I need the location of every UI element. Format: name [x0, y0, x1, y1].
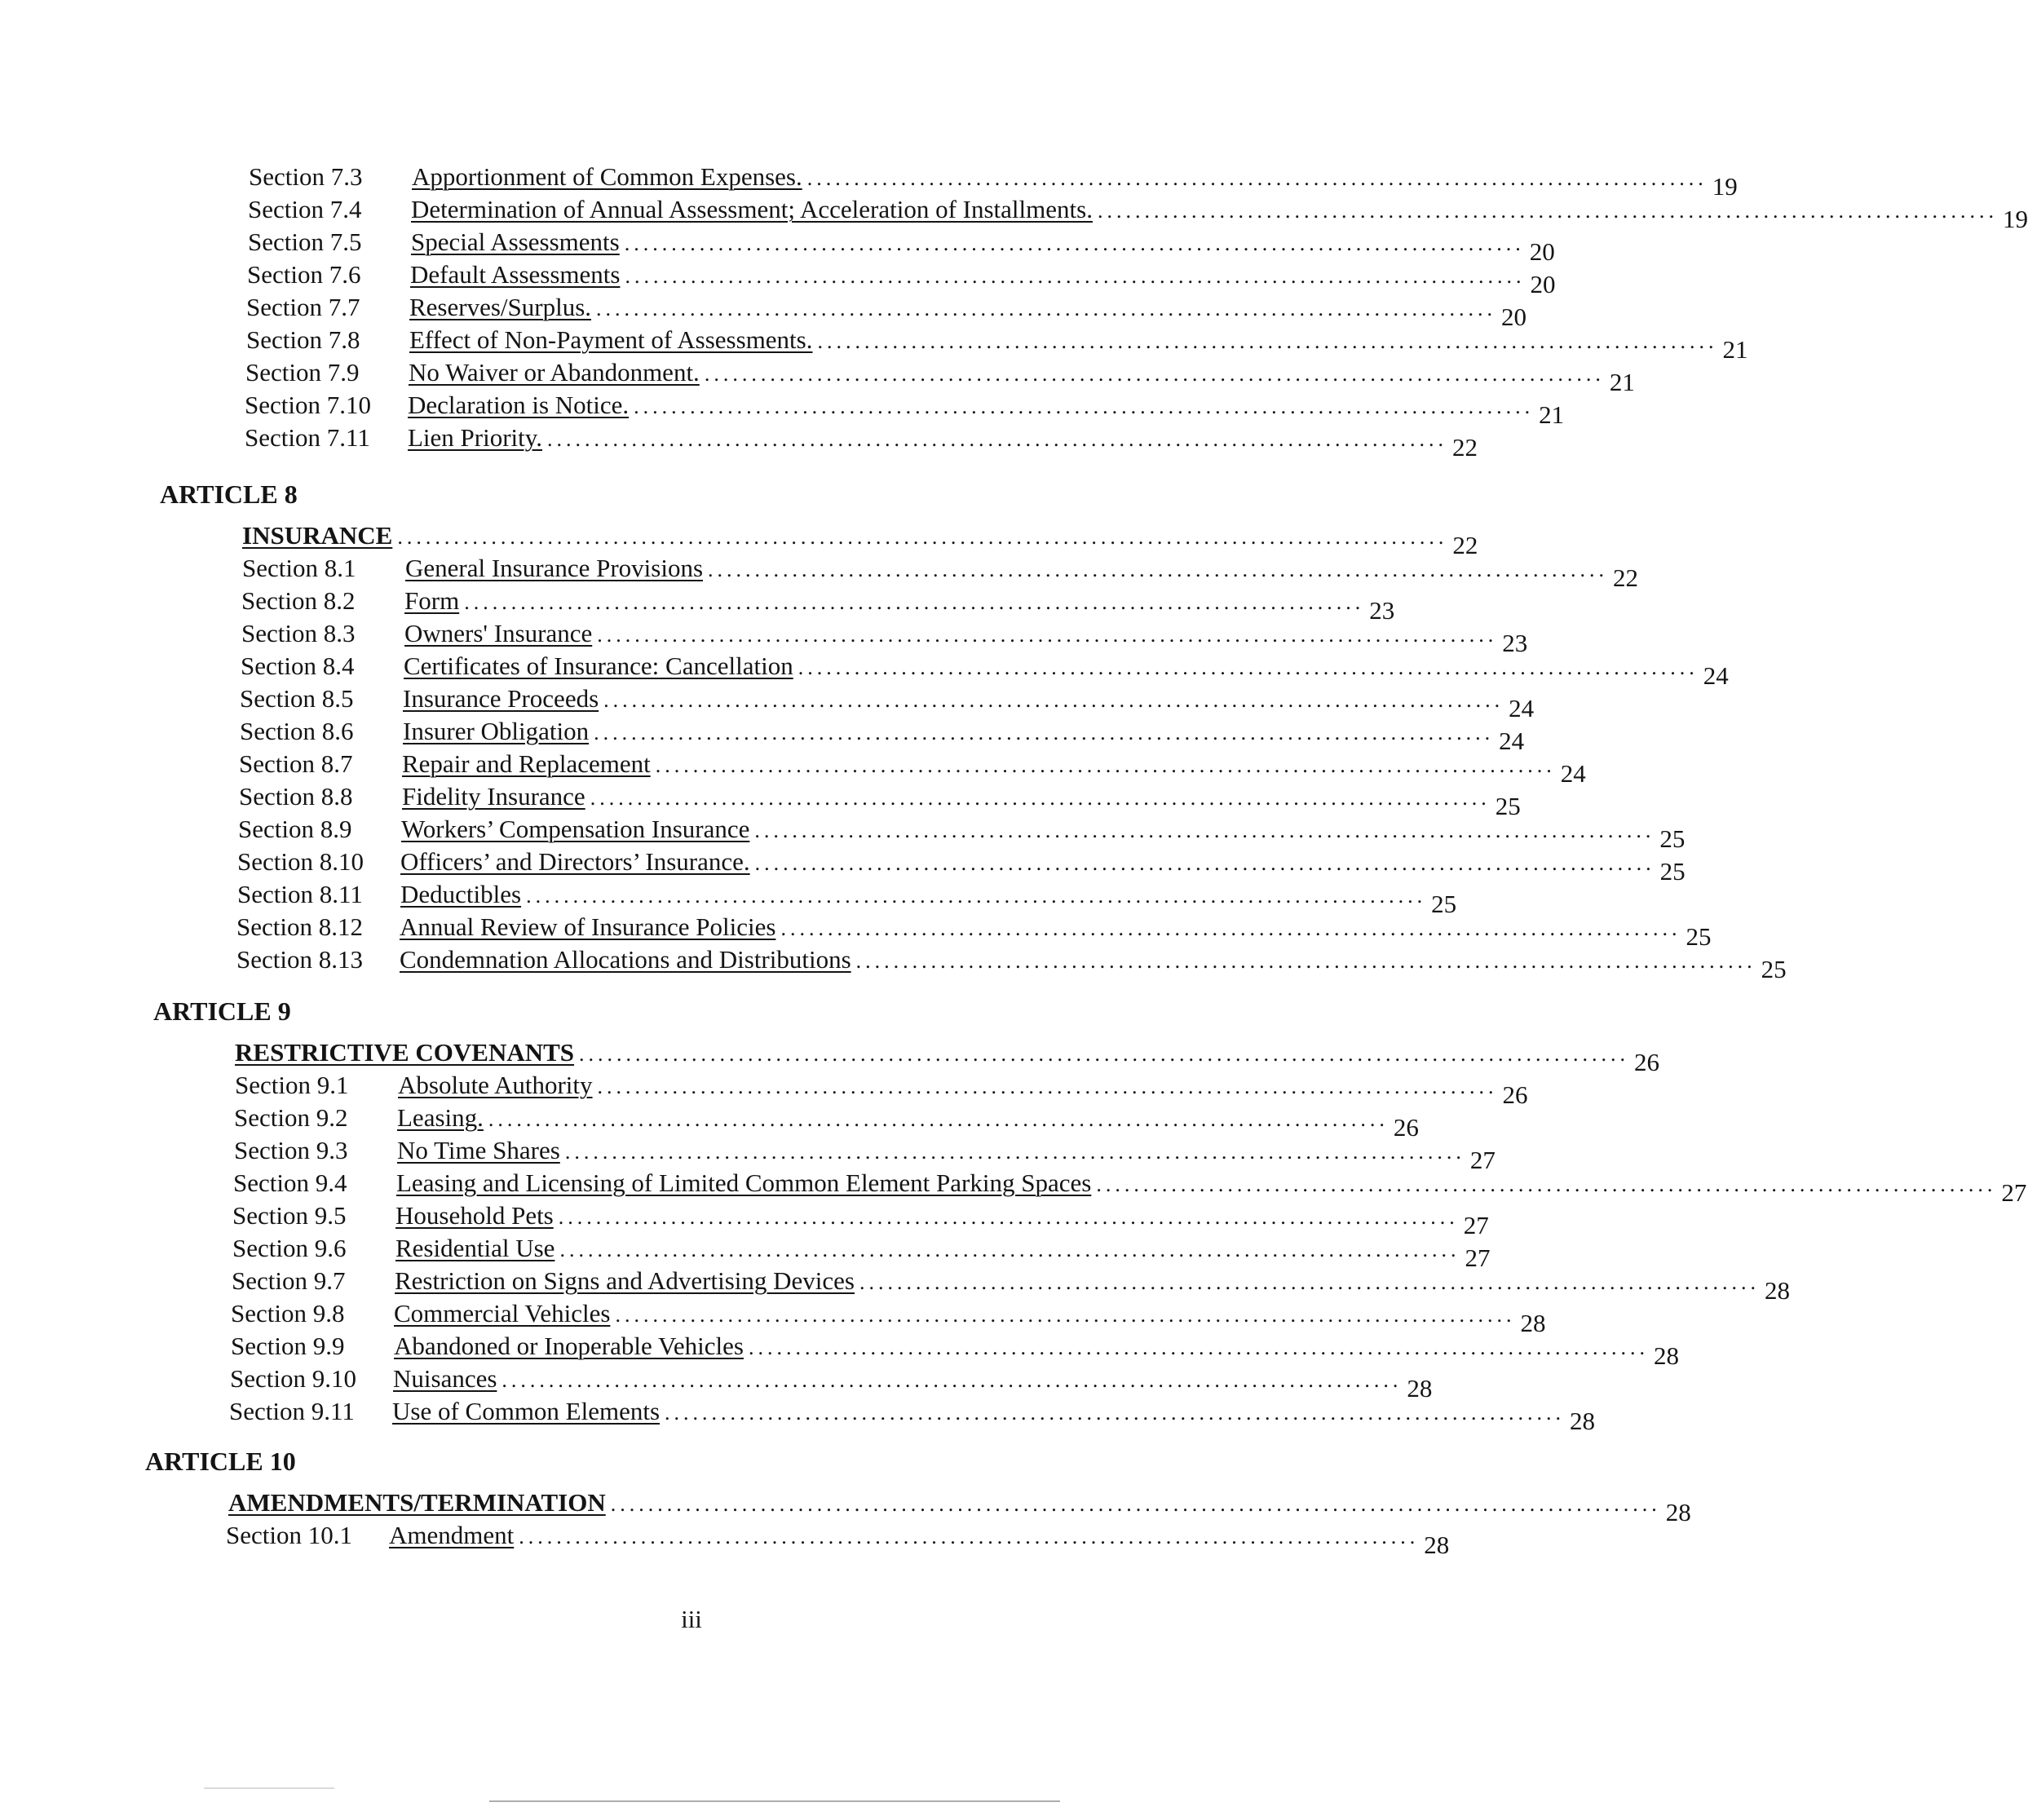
- section-label: Section 8.1: [242, 554, 356, 582]
- toc-entry[interactable]: [236, 939, 1787, 983]
- toc-entry[interactable]: [234, 1130, 1496, 1174]
- dot-leader: ................................................................................................: [519, 1525, 1420, 1548]
- dot-leader: ................................................................................................: [464, 590, 1365, 614]
- section-title[interactable]: Amendment: [389, 1521, 515, 1549]
- section-title[interactable]: Nuisances: [393, 1364, 497, 1393]
- scan-artifact-mark: [204, 1787, 334, 1789]
- dot-leader: ................................................................................................: [708, 558, 1609, 581]
- section-label: Section 8.2: [241, 586, 356, 615]
- toc-entry[interactable]: [235, 1065, 1528, 1109]
- article-8-heading: ARTICLE 8: [160, 479, 298, 509]
- page-number: 25: [1659, 857, 1686, 886]
- dot-leader: ................................................................................................: [596, 297, 1497, 320]
- toc-entry[interactable]: [240, 678, 1535, 722]
- section-label: Section 9.1: [235, 1071, 349, 1099]
- section-label: Section 8.9: [238, 815, 352, 843]
- toc-entry[interactable]: [242, 548, 1639, 592]
- dot-leader: ................................................................................................: [1096, 1173, 1997, 1196]
- section-label: Section 8.8: [239, 782, 353, 811]
- dot-leader: ................................................................................................: [780, 917, 1681, 940]
- dot-leader: ................................................................................................................: [579, 1042, 1630, 1066]
- section-title[interactable]: Apportionment of Common Expenses.: [412, 162, 802, 191]
- section-title[interactable]: Absolute Authority: [398, 1071, 593, 1099]
- dot-leader: ................................................................................................: [806, 166, 1708, 190]
- toc-entry[interactable]: [248, 189, 2028, 233]
- section-title[interactable]: Leasing and Licensing of Limited Common Element Parking Spaces: [396, 1168, 1092, 1197]
- page-number: 21: [1722, 335, 1748, 364]
- section-label: Section 8.5: [240, 684, 354, 713]
- page-number: 25: [1659, 824, 1686, 853]
- section-label: Section 8.7: [239, 749, 353, 778]
- page-number: 24: [1509, 694, 1535, 722]
- section-label: Section 9.4: [233, 1168, 347, 1197]
- dot-leader: ................................................................................................: [526, 884, 1427, 908]
- toc-entry[interactable]: [248, 222, 1555, 266]
- toc-entry[interactable]: [246, 287, 1527, 331]
- section-label: Section 7.8: [246, 325, 360, 354]
- dot-leader: ................................................................................................: [634, 395, 1535, 418]
- page-number: 20: [1501, 303, 1527, 331]
- section-label: Section 8.12: [236, 912, 363, 941]
- toc-entry[interactable]: [239, 744, 1586, 788]
- section-title[interactable]: Abandoned or Inoperable Vehicles: [394, 1332, 744, 1360]
- toc-entry[interactable]: [230, 1358, 1433, 1403]
- dot-leader: ................................................................................................: [594, 721, 1495, 744]
- page-number: 19: [2002, 205, 2028, 233]
- section-title[interactable]: Use of Common Elements: [392, 1397, 661, 1425]
- section-title[interactable]: Determination of Annual Assessment; Acceleration of Installments.: [411, 195, 1093, 223]
- toc-entry[interactable]: [231, 1293, 1546, 1337]
- section-title[interactable]: Condemnation Allocations and Distributions: [400, 945, 851, 974]
- page-number: 21: [1609, 368, 1635, 396]
- section-title[interactable]: Deductibles: [400, 880, 522, 908]
- page-number: 28: [1665, 1498, 1691, 1526]
- section-title[interactable]: Repair and Replacement: [402, 749, 651, 778]
- section-title[interactable]: Residential Use: [395, 1234, 555, 1262]
- toc-entry[interactable]: [245, 352, 1635, 396]
- toc-entry[interactable]: [241, 646, 1729, 690]
- section-title[interactable]: Household Pets: [395, 1201, 554, 1230]
- section-label: Section 9.3: [234, 1136, 348, 1164]
- dot-leader: ................................................................................................: [655, 753, 1556, 777]
- section-label: Section 7.9: [245, 358, 360, 387]
- dot-leader: ................................................................................................: [624, 232, 1525, 255]
- article-10-heading: ARTICLE 10: [145, 1447, 296, 1476]
- section-label: Section 7.7: [246, 293, 360, 321]
- page-number: 28: [1407, 1374, 1433, 1403]
- dot-leader: ................................................................................................: [665, 1401, 1566, 1425]
- article-9-title-entry[interactable]: [235, 1032, 1660, 1076]
- toc-entry[interactable]: [229, 1391, 1596, 1435]
- page-number: 19: [1712, 172, 1738, 201]
- section-label: Section 8.3: [241, 619, 356, 647]
- toc-entry[interactable]: [247, 254, 1556, 298]
- page-number: 25: [1495, 792, 1521, 820]
- section-title[interactable]: Officers’ and Directors’ Insurance.: [400, 847, 750, 876]
- page-number: 21: [1539, 400, 1565, 429]
- scan-artifact-line: [489, 1800, 1060, 1802]
- section-label: Section 7.5: [248, 228, 362, 256]
- page-number: 28: [1520, 1309, 1546, 1337]
- toc-entry[interactable]: [245, 385, 1565, 429]
- section-title[interactable]: No Time Shares: [397, 1136, 560, 1164]
- toc-entry[interactable]: [245, 417, 1478, 462]
- toc-entry[interactable]: [239, 776, 1521, 820]
- dot-leader: ................................................................................................: [754, 819, 1655, 842]
- page-number: 28: [1764, 1276, 1790, 1305]
- page-number: 25: [1686, 922, 1712, 951]
- dot-leader: ................................................................................................: [558, 1205, 1459, 1229]
- section-title[interactable]: Reserves/Surplus.: [409, 293, 592, 321]
- toc-entry[interactable]: [249, 157, 1738, 201]
- toc-entry[interactable]: [234, 1098, 1419, 1142]
- toc-entry[interactable]: [226, 1515, 1450, 1559]
- section-label: Section 7.3: [249, 162, 363, 191]
- section-label: Section 8.4: [241, 652, 355, 680]
- section-label: Section 9.9: [231, 1332, 345, 1360]
- page-number: 25: [1761, 955, 1787, 983]
- section-label: Section 7.10: [245, 391, 371, 419]
- footer-page-number: iii: [681, 1605, 702, 1633]
- section-label: Section 9.6: [232, 1234, 347, 1262]
- dot-leader: ................................................................................................: [817, 329, 1718, 353]
- section-title[interactable]: Effect of Non-Payment of Assessments.: [409, 325, 813, 354]
- section-title[interactable]: Certificates of Insurance: Cancellation: [404, 652, 793, 680]
- section-title[interactable]: Annual Review of Insurance Policies: [400, 912, 776, 941]
- section-title[interactable]: Default Assessments: [410, 260, 621, 289]
- page-number: 27: [2001, 1178, 2027, 1207]
- toc-entry[interactable]: [231, 1326, 1679, 1370]
- section-label: Section 8.13: [236, 945, 363, 974]
- toc-entry[interactable]: [241, 613, 1528, 657]
- article-title[interactable]: AMENDMENTS/TERMINATION: [228, 1488, 606, 1517]
- dot-leader: ................................................................................................: [855, 949, 1756, 973]
- page-number: 20: [1529, 237, 1555, 266]
- page-number: 28: [1570, 1407, 1596, 1435]
- toc-entry[interactable]: [232, 1228, 1491, 1272]
- dot-leader: ................................................................................................: [501, 1368, 1403, 1392]
- page-number: 26: [1502, 1080, 1528, 1109]
- section-label: Section 9.11: [229, 1397, 355, 1425]
- section-label: Section 7.4: [248, 195, 362, 223]
- section-label: Section 7.11: [245, 423, 370, 452]
- dot-leader: ................................................................................................: [603, 688, 1504, 712]
- section-title[interactable]: Commercial Vehicles: [394, 1299, 611, 1327]
- page-number: 20: [1530, 270, 1556, 298]
- article-10-title-entry[interactable]: [228, 1482, 1691, 1526]
- section-title[interactable]: Form: [404, 586, 460, 615]
- dot-leader: ................................................................................................: [564, 1140, 1465, 1164]
- section-label: Section 8.10: [237, 847, 364, 876]
- dot-leader: ................................................................................................................: [397, 525, 1448, 549]
- dot-leader: ................................................................................................: [615, 1303, 1516, 1327]
- dot-leader: ................................................................................................: [597, 623, 1498, 647]
- dot-leader: ................................................................................................: [590, 786, 1491, 810]
- page-number: 28: [1424, 1531, 1450, 1559]
- section-label: Section 10.1: [226, 1521, 352, 1549]
- section-label: Section 9.5: [232, 1201, 347, 1230]
- dot-leader: ................................................................................................: [859, 1270, 1760, 1294]
- section-title[interactable]: Leasing.: [397, 1103, 484, 1132]
- toc-entry[interactable]: [246, 320, 1748, 364]
- toc-entry[interactable]: [236, 907, 1712, 951]
- dot-leader: ................................................................................................................: [610, 1492, 1661, 1516]
- dot-leader: ................................................................................................: [559, 1238, 1460, 1261]
- page-number: 27: [1463, 1211, 1489, 1239]
- dot-leader: ................................................................................................: [1097, 199, 1998, 223]
- section-label: Section 9.7: [232, 1266, 346, 1295]
- article-title[interactable]: INSURANCE: [242, 521, 393, 550]
- dot-leader: ................................................................................................: [547, 427, 1448, 451]
- section-title[interactable]: General Insurance Provisions: [405, 554, 704, 582]
- section-label: Section 7.6: [247, 260, 361, 289]
- section-title[interactable]: Owners' Insurance: [404, 619, 593, 647]
- section-label: Section 8.6: [240, 717, 354, 745]
- section-label: Section 9.10: [230, 1364, 356, 1393]
- toc-entry[interactable]: [238, 809, 1686, 853]
- page-number: 24: [1560, 759, 1586, 788]
- page-number: 23: [1502, 629, 1528, 657]
- toc-entry[interactable]: [241, 581, 1395, 625]
- toc-entry[interactable]: [237, 842, 1686, 886]
- article-9-heading: ARTICLE 9: [153, 996, 291, 1026]
- page-number: 25: [1431, 890, 1457, 918]
- section-title[interactable]: Fidelity Insurance: [402, 782, 585, 811]
- page-number: 24: [1499, 727, 1525, 755]
- dot-leader: ................................................................................................: [488, 1107, 1389, 1131]
- dot-leader: ................................................................................................: [748, 1336, 1649, 1359]
- dot-leader: ................................................................................................: [625, 264, 1526, 288]
- toc-entry[interactable]: [240, 711, 1525, 755]
- page-number: 26: [1393, 1113, 1419, 1142]
- section-title[interactable]: Declaration is Notice.: [408, 391, 630, 419]
- page-number: 27: [1465, 1244, 1491, 1272]
- section-title[interactable]: Special Assessments: [411, 228, 620, 256]
- toc-entry[interactable]: [232, 1261, 1790, 1305]
- dot-leader: ................................................................................................: [798, 656, 1699, 679]
- article-title[interactable]: RESTRICTIVE COVENANTS: [235, 1038, 575, 1067]
- toc-entry[interactable]: [233, 1163, 2027, 1207]
- dot-leader: ................................................................................................: [754, 851, 1655, 875]
- section-title[interactable]: Insurer Obligation: [403, 717, 590, 745]
- section-title[interactable]: Insurance Proceeds: [403, 684, 599, 713]
- page-number: 28: [1653, 1341, 1679, 1370]
- page-number: 23: [1369, 596, 1395, 625]
- toc-entry[interactable]: [237, 874, 1457, 918]
- article-8-title-entry[interactable]: [242, 515, 1478, 559]
- dot-leader: ................................................................................................: [597, 1075, 1498, 1098]
- page-number: 26: [1634, 1048, 1660, 1076]
- section-title[interactable]: No Waiver or Abandonment.: [409, 358, 700, 387]
- section-label: Section 9.8: [231, 1299, 345, 1327]
- section-title[interactable]: Workers’ Compensation Insurance: [401, 815, 750, 843]
- section-title[interactable]: Lien Priority.: [408, 423, 543, 452]
- page-number: 22: [1613, 563, 1639, 592]
- page-number: 22: [1452, 531, 1478, 559]
- page-number: 27: [1469, 1146, 1496, 1174]
- section-title[interactable]: Restriction on Signs and Advertising Devices: [395, 1266, 855, 1295]
- page-number: 24: [1703, 661, 1729, 690]
- section-label: Section 9.2: [234, 1103, 348, 1132]
- page-number: 22: [1452, 433, 1478, 462]
- dot-leader: ................................................................................................: [704, 362, 1605, 386]
- section-label: Section 8.11: [237, 880, 363, 908]
- toc-entry[interactable]: [232, 1195, 1489, 1239]
